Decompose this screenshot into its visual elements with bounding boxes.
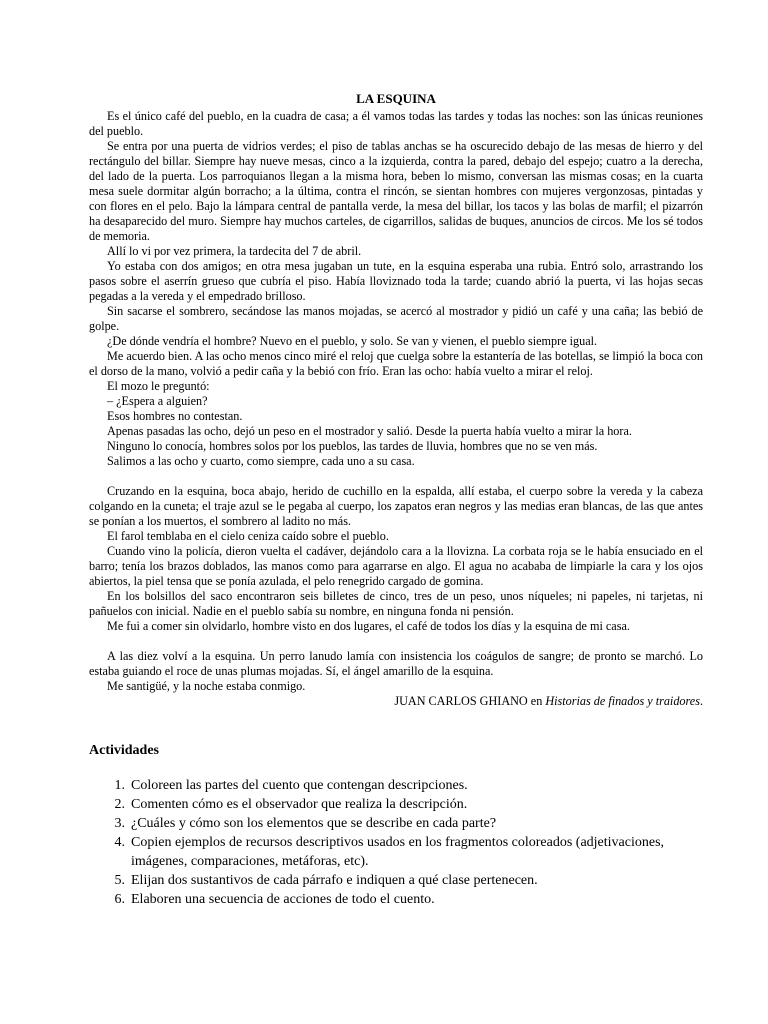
story-paragraph: Salimos a las ocho y cuarto, como siempre, cada uno a su casa. [107, 454, 415, 468]
story-paragraph: Allí lo vi por vez primera, la tardecita del 7 de abril. [107, 244, 362, 258]
author-name: JUAN CARLOS GHIANO [394, 694, 528, 708]
story-paragraph: Cruzando en la esquina, boca abajo, herido de cuchillo en la espalda, allí estaba, el cuerpo sobre la vereda y la cabeza colgando en la cuneta; el traje azul se le pegaba al cuerpo, los zapatos eran negros y las medias eran blancas, de las que antes se ponían a los muertos, el sombrero al ladito no más. [89, 484, 703, 528]
activity-item [89, 890, 703, 909]
activity-item [89, 795, 703, 814]
activity-number: 1. [114, 778, 125, 793]
attribution-connector: en [530, 694, 543, 708]
story-paragraph: A las diez volví a la esquina. Un perro lanudo lamía con insistencia los coágulos de sangre; de pronto se marchó. Lo estaba guiando el roce de unas plumas mojadas. Sí, el ángel amarillo de la esquina. [89, 649, 703, 678]
activity-item [89, 871, 703, 890]
book-title: Historias de finados y traidores [545, 694, 700, 708]
story-paragraph: Se entra por una puerta de vidrios verdes; el piso de tablas anchas se ha oscurecido debajo de las mesas de hierro y del rectángulo del billar. Siempre hay nueve mesas, cinco a la izquierda, contra la pared, debajo del espejo; cuatro a la derecha, del lado de la puerta. Los parroquianos llegan a la misma hora, beben lo mismo, conversan las mismas cosas; en la cuarta mesa suele dormitar algún borracho; a la última, contra el rincón, se sientan hombres con mujeres vergonzosas, pintadas y con flores en el pelo. Bajo la lámpara central de pantalla verde, la mesa del billar, los tacos y las bolas de marfil; el pizarrón ha desaparecido del muro. Siempre hay muchos carteles, de cigarrillos, salidas de buques, anuncios de circos. Me los sé todos de memoria. [89, 139, 703, 243]
attribution-end: . [699, 694, 703, 708]
activity-number: 2. [114, 797, 125, 812]
activity-text: Comenten cómo es el observador que realiza la descripción. [131, 797, 468, 812]
activity-text: ¿Cuáles y cómo son los elementos que se describe en cada parte? [131, 816, 497, 831]
activity-number: 5. [114, 873, 125, 888]
activity-item [89, 776, 703, 795]
story-paragraph: Cuando vino la policía, dieron vuelta el cadáver, dejándolo cara a la llovizna. La corbata roja se le había ensuciado en el barro; tenía los brazos doblados, las manos como para agarrarse en algo. El agua no acababa de limpiarle la cara y los ojos abiertos, la piel tensa que se ponía azulada, el pelo renegrido cargado de gomina. [89, 544, 703, 588]
story-section [89, 91, 703, 709]
story-paragraph: Es el único café del pueblo, en la cuadra de casa; a él vamos todas las tardes y todas las noches: son las únicas reuniones del pueblo. [89, 109, 703, 138]
story-paragraph: El farol temblaba en el cielo ceniza caído sobre el pueblo. [107, 529, 389, 543]
story-title: LA ESQUINA [356, 91, 436, 106]
story-paragraph: Yo estaba con dos amigos; en otra mesa jugaban un tute, en la esquina esperaba una rubia. Entró solo, arrastrando los pasos sobre el aserrín grueso que cubría el piso. Había lloviznado toda la tarde; cuando abrió la puerta, vi las hojas secas pegadas a la vereda y el empedrado brilloso. [89, 259, 703, 303]
activities-list [89, 776, 703, 909]
story-paragraph: Sin sacarse el sombrero, secándose las manos mojadas, se acercó al mostrador y pidió un café y una caña; las bebió de golpe. [89, 304, 703, 333]
activity-number: 4. [114, 835, 125, 850]
story-paragraph: Esos hombres no contestan. [107, 409, 243, 423]
activities-heading: Actividades [89, 743, 159, 758]
activity-number: 6. [114, 892, 125, 907]
activities-section [89, 743, 703, 909]
activity-text: Elaboren una secuencia de acciones de todo el cuento. [131, 892, 435, 907]
story-paragraph: Ninguno lo conocía, hombres solos por los pueblos, las tardes de lluvia, hombres que no se ven más. [107, 439, 598, 453]
story-paragraph: Me acuerdo bien. A las ocho menos cinco miré el reloj que cuelga sobre la estantería de las botellas, se limpió la boca con el dorso de la mano, volvió a pedir caña y la bebió con frío. Eran las ocho: había vuelto a mirar el reloj. [89, 349, 703, 378]
activity-item [89, 833, 703, 871]
story-paragraph: El mozo le preguntó: [107, 379, 210, 393]
activity-text: Coloreen las partes del cuento que contengan descripciones. [131, 778, 468, 793]
story-paragraph: Apenas pasadas las ocho, dejó un peso en el mostrador y salió. Desde la puerta había vuelto a mirar la hora. [107, 424, 632, 438]
story-paragraph: – ¿Espera a alguien? [107, 394, 208, 408]
story-paragraph: Me fui a comer sin olvidarlo, hombre visto en dos lugares, el café de todos los días y la esquina de mi casa. [107, 619, 630, 633]
story-paragraph: Me santigüé, y la noche estaba conmigo. [107, 679, 306, 693]
activity-text: Copien ejemplos de recursos descriptivos usados en los fragmentos coloreados (adjetivaciones, imágenes, comparaciones, metáforas, etc). [131, 835, 665, 869]
attribution [89, 694, 703, 709]
activity-text: Elijan dos sustantivos de cada párrafo e indiquen a qué clase pertenecen. [131, 873, 538, 888]
activity-item [89, 814, 703, 833]
story-paragraph: En los bolsillos del saco encontraron seis billetes de cinco, tres de un peso, unos níqueles; ni papeles, ni tarjetas, ni pañuelos con inicial. Nadie en el pueblo sabía su nombre, en ninguna fonda ni pensión. [89, 589, 703, 618]
story-paragraph: ¿De dónde vendría el hombre? Nuevo en el pueblo, y solo. Se van y vienen, el pueblo siempre igual. [107, 334, 598, 348]
activity-number: 3. [114, 816, 125, 831]
